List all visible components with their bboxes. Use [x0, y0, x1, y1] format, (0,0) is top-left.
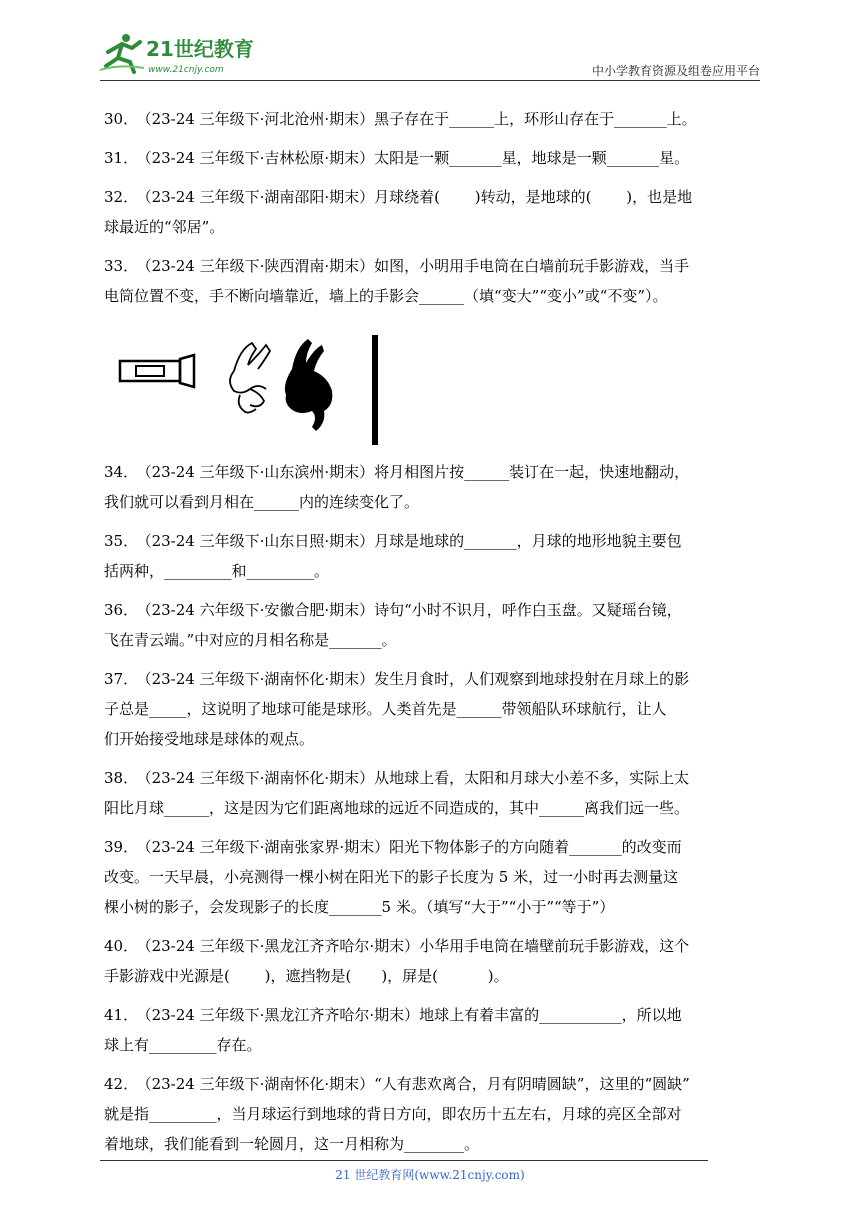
question-32 [104, 182, 764, 242]
question-number: 39． [104, 838, 139, 856]
hand-shadow-figure [104, 331, 764, 451]
question-text: （23-24 三年级下·陕西渭南·期末）如图，小明用手电筒在白墙前玩手影游戏，当手 [144, 257, 690, 275]
question-text: （23-24 三年级下·湖南怀化·期末）“人有悲欢离合，月有阴晴圆缺”，这里的“圆缺” [144, 1075, 690, 1093]
question-number: 35． [104, 532, 139, 550]
question-text: （23-24 三年级下·湖南张家界·期末）阳光下物体影子的方向随着_______的改变而 [144, 838, 682, 856]
question-41 [104, 1000, 764, 1060]
question-list [104, 104, 764, 1168]
question-42 [104, 1069, 764, 1159]
question-text: （23-24 三年级下·黑龙江齐齐哈尔·期末）地球上有着丰富的___________，所以地 [144, 1006, 682, 1024]
question-text: 飞在青云端。”中对应的月相名称是_______。 [104, 631, 397, 649]
question-number: 33． [104, 257, 139, 275]
question-30 [104, 104, 764, 134]
question-number: 30． [104, 110, 139, 128]
question-number: 38． [104, 769, 139, 787]
question-text: 改变。一天早晨，小亮测得一棵小树在阳光下的影子长度为 5 米，过一小时再去测量这 [104, 868, 679, 886]
question-39 [104, 832, 764, 922]
question-text: 括两种，_________和_________。 [104, 562, 330, 580]
flashlight-icon [120, 355, 194, 387]
question-number: 37． [104, 670, 139, 688]
hand-icon [230, 343, 270, 413]
header-slogan: 中小学教育资源及组卷应用平台 [591, 64, 760, 78]
shadow-silhouette-icon [285, 339, 332, 431]
question-text: （23-24 三年级下·山东日照·期末）月球是地球的_______，月球的地形地貌主要包 [144, 532, 682, 550]
question-text: （23-24 三年级下·山东滨州·期末）将月相图片按______装订在一起，快速地翻动， [144, 463, 690, 481]
question-text: 电筒位置不变，手不断向墙靠近，墙上的手影会______（填“变大”“变小”或“不变”）。 [104, 287, 668, 305]
question-text: 棵小树的影子，会发现影子的长度_______5 米。（填写“大于”“小于”“等于”） [104, 898, 615, 916]
question-text: 球最近的“邻居”。 [104, 218, 225, 236]
header-divider [100, 80, 760, 81]
question-36 [104, 595, 764, 655]
question-text: （23-24 三年级下·吉林松原·期末）太阳是一颗_______星，地球是一颗_______星。 [144, 149, 690, 167]
runner-icon [100, 34, 144, 72]
question-text: （23-24 三年级下·湖南怀化·期末）发生月食时，人们观察到地球投射在月球上的影 [144, 670, 690, 688]
question-33 [104, 251, 764, 311]
question-number: 34． [104, 463, 139, 481]
question-35 [104, 526, 764, 586]
question-text: （23-24 三年级下·湖南邵阳·期末）月球绕着( )转动，是地球的( )，也是地 [144, 188, 693, 206]
question-text: 就是指_________，当月球运行到地球的背日方向，即农历十五左右，月球的亮区全部对 [104, 1105, 682, 1123]
question-text: （23-24 三年级下·黑龙江齐齐哈尔·期末）小华用手电筒在墙壁前玩手影游戏，这个 [144, 937, 690, 955]
footer-divider [100, 1160, 708, 1161]
question-40 [104, 931, 764, 991]
question-text: 们开始接受地球是球体的观点。 [104, 730, 315, 748]
question-number: 40． [104, 937, 139, 955]
question-37 [104, 664, 764, 754]
logo-main-text: 21世纪教育 [146, 37, 254, 61]
question-text: 着地球，我们能看到一轮圆月，这一月相称为________。 [104, 1135, 480, 1153]
page-header [100, 30, 760, 80]
question-34 [104, 457, 764, 517]
question-text: 球上有_________存在。 [104, 1036, 262, 1054]
question-number: 36． [104, 601, 139, 619]
question-text: （23-24 六年级下·安徽合肥·期末）诗句“小时不识月，呼作白玉盘。又疑瑶台镜， [144, 601, 682, 619]
question-text: 阳比月球______，这是因为它们距离地球的远近不同造成的，其中______离我们远一些。 [104, 799, 690, 817]
question-number: 42． [104, 1075, 139, 1093]
logo-sub-text: www.21cnjy.com [148, 65, 224, 75]
question-31 [104, 143, 764, 173]
question-number: 41． [104, 1006, 139, 1024]
question-text: （23-24 三年级下·河北沧州·期末）黑子存在于______上，环形山存在于_______上。 [144, 110, 697, 128]
question-text: 我们就可以看到月相在______内的连续变化了。 [104, 493, 420, 511]
question-text: 子总是_____，这说明了地球可能是球形。人类首先是______带领船队环球航行，让人 [104, 700, 667, 718]
question-38 [104, 763, 764, 823]
question-number: 32． [104, 188, 139, 206]
wall-icon [372, 335, 378, 445]
question-number: 31． [104, 149, 139, 167]
page-footer[interactable]: 21 世纪教育网(www.21cnjy.com) [335, 1168, 525, 1182]
question-text: 手影游戏中光源是( )，遮挡物是( )，屏是( )。 [104, 967, 509, 985]
question-text: （23-24 三年级下·湖南怀化·期末）从地球上看，太阳和月球大小差不多，实际上太 [144, 769, 690, 787]
site-logo [100, 30, 270, 78]
